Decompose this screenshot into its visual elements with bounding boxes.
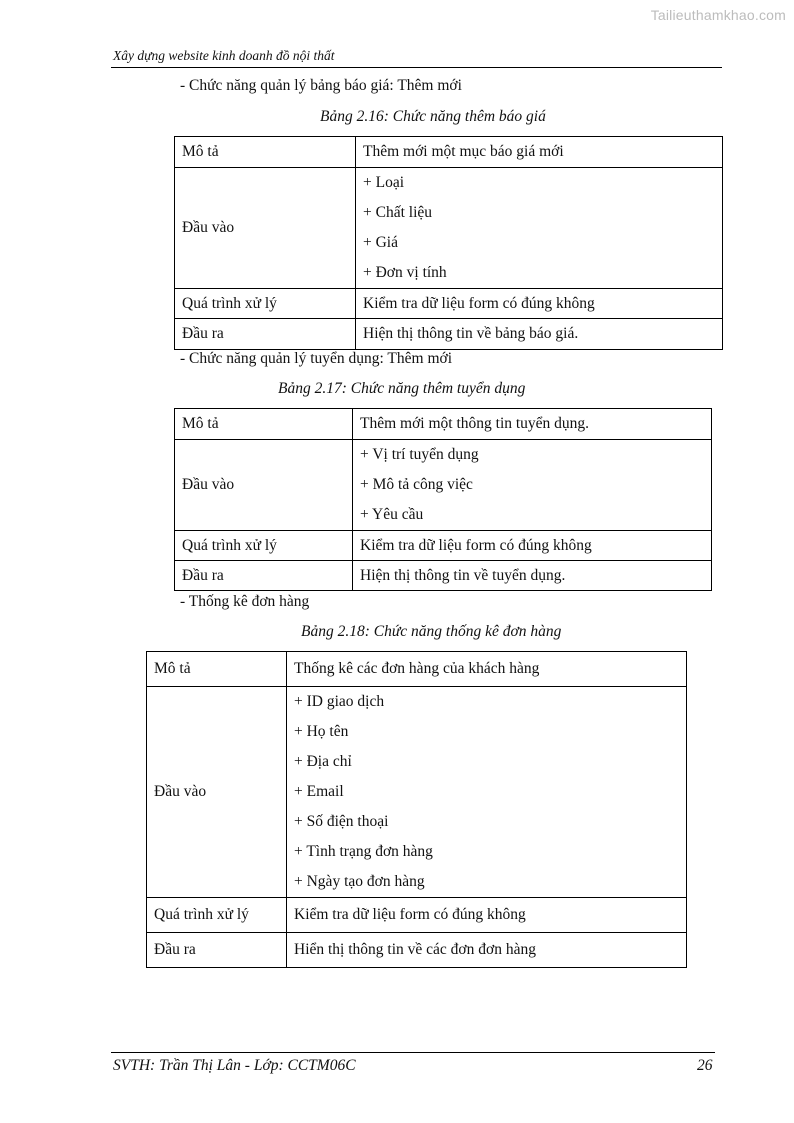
row-label-process: Quá trình xử lý <box>175 289 356 319</box>
table-row <box>175 289 723 319</box>
row-value-process: Kiểm tra dữ liệu form có đúng không <box>353 531 712 561</box>
table-caption-2-18: Bảng 2.18: Chức năng thống kê đơn hàng <box>301 623 562 640</box>
input-item: + Email <box>294 783 344 800</box>
row-value-description: Thống kê các đơn hàng của khách hàng <box>287 652 687 687</box>
running-header-title: Xây dựng website kinh doanh đồ nội thất <box>113 48 335 63</box>
table-row <box>147 652 687 687</box>
row-value-description: Thêm mới một thông tin tuyển dụng. <box>353 409 712 440</box>
row-label-input: Đầu vào <box>175 168 356 289</box>
row-value-process: Kiểm tra dữ liệu form có đúng không <box>356 289 723 319</box>
table-2-18 <box>146 651 687 968</box>
table-row <box>175 319 723 350</box>
row-label-description: Mô tả <box>147 652 287 687</box>
input-item: + Địa chỉ <box>294 753 352 770</box>
table-row <box>147 687 687 898</box>
row-value-input-list <box>353 440 712 531</box>
footer-divider <box>111 1052 715 1053</box>
input-item: + Mô tả công việc <box>360 476 473 493</box>
row-value-output: Hiện thị thông tin về tuyển dụng. <box>353 561 712 591</box>
table-row <box>175 137 723 168</box>
table-row <box>175 531 712 561</box>
input-item: + ID giao dịch <box>294 693 385 710</box>
table-caption-2-16: Bảng 2.16: Chức năng thêm báo giá <box>320 108 546 125</box>
row-value-process: Kiểm tra dữ liệu form có đúng không <box>287 898 687 933</box>
section-bullet-quote: - Chức năng quản lý bảng báo giá: Thêm mới <box>180 77 462 94</box>
row-label-process: Quá trình xử lý <box>175 531 353 561</box>
input-item: + Đơn vị tính <box>363 264 447 281</box>
input-item: + Vị trí tuyển dụng <box>360 446 479 463</box>
row-value-description: Thêm mới một mục báo giá mới <box>356 137 723 168</box>
input-item: + Ngày tạo đơn hàng <box>294 873 425 890</box>
row-label-input: Đầu vào <box>147 687 287 898</box>
table-row <box>175 440 712 531</box>
table-2-17 <box>174 408 712 591</box>
page-number: 26 <box>697 1057 713 1074</box>
row-label-output: Đầu ra <box>175 561 353 591</box>
section-bullet-order-stats: - Thống kê đơn hàng <box>180 593 310 610</box>
row-label-process: Quá trình xử lý <box>147 898 287 933</box>
input-item: + Họ tên <box>294 723 349 740</box>
input-item: + Giá <box>363 234 398 251</box>
input-item: + Tình trạng đơn hàng <box>294 843 433 860</box>
row-label-description: Mô tả <box>175 137 356 168</box>
watermark: Tailieuthamkhao.com <box>650 7 786 23</box>
row-value-output: Hiện thị thông tin về bảng báo giá. <box>356 319 723 350</box>
table-row <box>147 898 687 933</box>
row-label-description: Mô tả <box>175 409 353 440</box>
table-row <box>147 933 687 968</box>
table-caption-2-17: Bảng 2.17: Chức năng thêm tuyển dụng <box>278 380 526 397</box>
footer-author: SVTH: Trần Thị Lân - Lớp: CCTM06C <box>113 1057 356 1074</box>
input-item: + Số điện thoại <box>294 813 389 830</box>
table-row <box>175 409 712 440</box>
row-label-output: Đầu ra <box>147 933 287 968</box>
table-2-16 <box>174 136 723 350</box>
section-bullet-recruitment: - Chức năng quản lý tuyển dụng: Thêm mới <box>180 350 453 367</box>
header-divider <box>111 67 722 68</box>
row-value-input-list <box>356 168 723 289</box>
row-value-output: Hiển thị thông tin về các đơn đơn hàng <box>287 933 687 968</box>
input-item: + Loại <box>363 174 405 191</box>
table-row <box>175 168 723 289</box>
row-value-input-list <box>287 687 687 898</box>
input-item: + Chất liệu <box>363 204 433 221</box>
table-row <box>175 561 712 591</box>
input-item: + Yêu cầu <box>360 506 424 523</box>
row-label-input: Đầu vào <box>175 440 353 531</box>
row-label-output: Đầu ra <box>175 319 356 350</box>
